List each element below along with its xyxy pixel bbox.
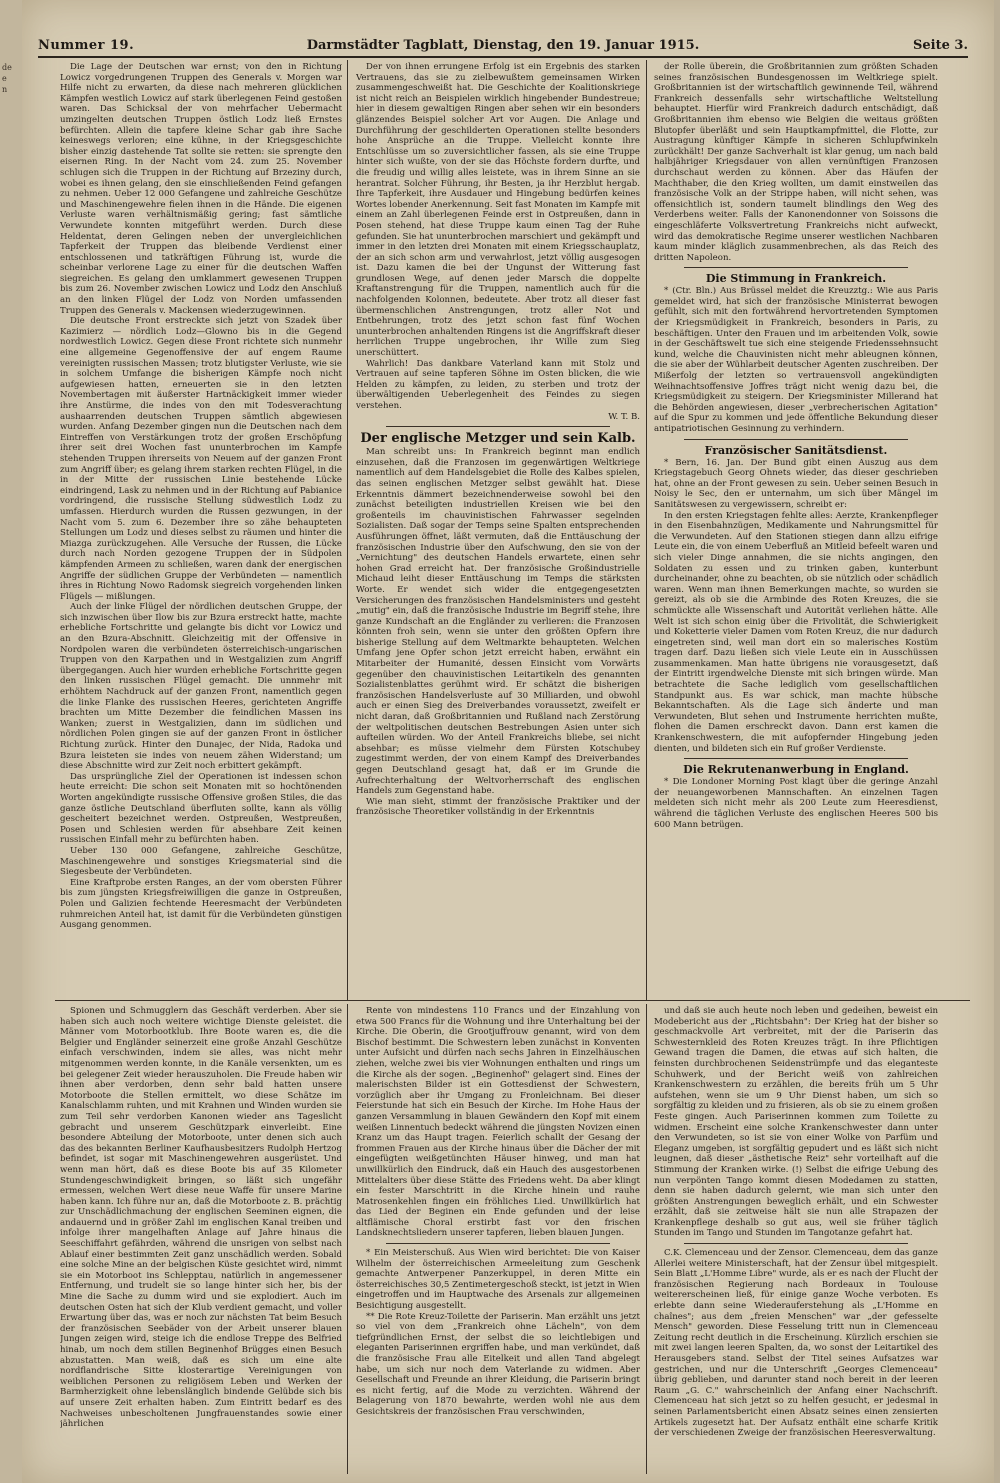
paragraph: Wahrlich! Das dankbare Vaterland kann mit Stolz und Vertrauen auf seine tapferen Söhne im Osten blicken, die wie Helden zu kämpfen, zu leiden, zu sterben und trotz der überwältigenden Ueberlegenheit des Feindes zu siegen verstehen. <box>356 358 640 411</box>
paragraph: C.K. Clemenceau und der Zensor. Clemenceau, dem das ganze Allerlei weitere Ministerschaft, hat der Zensur übel mitgespielt. Sein Blatt „L'Homme Libre" wurde, als er es nach der Flucht der französischen Regierung nach Bordeaux in Toulouse weitererscheinen ließ, für einige ganze Woche verboten. Es erlebte dann seine Wiederauferstehung als „L'Homme en chaînes"; aus dem „freien Menschen" war „der gefesselte Mensch" geworden. Diese Fesselung tritt nun in Clemenceau Zeitung recht deutlich in die Erscheinung. Kürzlich erschien sie mit zwei langen leeren Spalten, da, wo sonst der Leitartikel des Herausgebers stand. Selbst der Titel seines Aufsatzes war gestrichen, und nur die Unterschrift „Georges Clemenceau" übrig geblieben, und darunter stand noch bereit in der leeren Raum „G. C." wahrscheinlich der Anfang einer Nachschrift. Clemenceau hat sich jetzt so zu helfen gesucht, er jedesmal in seinen Parlamentsbericht einen Absatz seines einen zensierten Artikels zugesetzt hat. Der Aufsatz enthält eine scharfe Kritik der verschiedenen Zweige der französischen Heeresverwaltung. <box>654 1248 938 1439</box>
paragraph: und daß sie auch heute noch leben und gedeihen, beweist ein Modebericht aus der „Richtsbahn": Der Krieg hat der bisher so geschmackvolle Art verbreitet, mit der die Pariserin das Schwesternkleid des Roten Kreuzes trägt. In ihre Pflichtigen Gewand tragen die Damen, die etwas auf sich halten, die feinsten durchbrochenen Seidenstrümpfe und das eleganteste Schuhwerk, und der Bericht weiß von zahlreichen Krankenschwestern zu erzählen, die bereits früh um 5 Uhr aufstehen, wenn sie um 9 Uhr Dienst haben, um sich so sorgfältig zu kleiden und zu frisieren, als ob sie zu einem großen Feste gingen. Auch Pariserinnen kommen zum Toilette zu widmen. Erscheint eine solche Krankenschwester dann unter den Verwundeten, so ist sie von einer Wolke von Parfüm und Eleganz umgeben, ist sorgfältig gepudert und es läßt sich nicht leugnen, daß dieser „ästhetische Reiz" sehr vorteilhaft auf die Stimmung der Kranken wirke. (!) Selbst die eifrige Uebung des nun verpönten Tango kommt diesen Modedamen zu statten, denn sie haben dadurch gelernt, wie man sich unter den größten Anstrengungen beweglich erhält, und ein Schwester erzählt, daß sie zeitweise hält sie nun alle Strapazen der Krankenpflege deshalb so gut aus, weil sie früher täglich Stunden im Tango und Stunden im Tangotanze gefahrt hat. <box>654 1006 938 1239</box>
paragraph: Wie man sieht, stimmt der französische Praktiker und der französische Theoretiker vollständig in der Erkenntnis <box>356 796 640 818</box>
paragraph: * Ein Meisterschuß. Aus Wien wird berichtet: Die von Kaiser Wilhelm der österreichischen Armeeleitung zum Geschenk gemachte Antwerpener Panzerkuppel, in deren Mitte ein österreichisches 30,5 Zentimetergeschoß steckt, ist jetzt in Wien eingetroffen und im Hauptwache des Arsenals zur allgemeinen Besichtigung ausgestellt. <box>356 1248 640 1312</box>
paragraph: Das ursprüngliche Ziel der Operationen ist indessen schon heute erreicht: Die schon seit Monaten mit so hochtönenden Worten angekündigte russische Offensive großen Stiles, die das ganze östliche Deutschland überfluten sollte, kann als völlig gescheitert bezeichnet werden. Ostpreußen, Westpreußen, Posen und Schlesien werden für absehbare Zeit keinen russischen Einfall mehr zu befürchten haben. <box>60 771 342 846</box>
masthead <box>38 38 968 58</box>
section-rule <box>55 1000 970 1001</box>
page-number-label: Nummer 19. <box>38 38 135 53</box>
paragraph: * Bern, 16. Jan. Der Bund gibt einen Auszug aus dem Kriegstagebuch Georg Ohnets wieder, das dieser geschrieben hat, ohne an der Front gewesen zu sein. Ueber seinen Besuch in Noisy le Sec, den er unternahm, um sich über Mängel im Sanitätswesen zu vergewissern, schreibt er: <box>654 457 938 510</box>
column-rule <box>646 60 647 1000</box>
paragraph: Man schreibt uns: In Frankreich beginnt man endlich einzusehen, daß die Franzosen im gegenwärtigen Weltkriege namentlich auf dem Handelsgebiet die Rolle des Kalbes spielen, das seinen englischen Metzger selbst gewählt hat. Diese Erkenntnis dämmert bezeichnenderweise sowohl bei den zunächst beteiligten industriellen Kreisen wie bei den großenteils im chauvinistischen Fahrwasser segelnden Sozialisten. Daß sogar der Temps seine Spalten entsprechenden Ausführungen öffnet, läßt vermuten, daß die Enttäuschung der französischen Industrie über den Aufschwung, den sie von der „Vernichtung" des deutschen Handels erwartete, einen sehr hohen Grad erreicht hat. Der französische Großindustrielle Michaud leiht dieser Enttäuschung im Temps die stärksten Worte. Er wendet sich wider die entgegengesetzten Versicherungen des französischen Handelsministers und gesteht „mutig" ein, daß die französische Industrie im Begriff stehe, ihre ganze Kundschaft an die Engländer zu verlieren: die Franzosen könnten froh sein, wenn sie unter den größten Opfern ihre bisherige Stellung auf dem Weltmarkte behaupteten. Welchen Umfang jene Opfer schon jetzt erreicht haben, erwähnt ein Mitarbeiter der Humanité, dessen Einsicht vom Vorwärts gegenüber den chauvinistischen Leitartikeln des genannten Sozialistenblattes gerühmt wird. Er schätzt die bisherigen französischen Handelsverluste auf 30 Milliarden, und obwohl auch er einen Sieg des Dreiverbandes voraussetzt, zweifelt er nicht daran, daß Großbritannien und Rußland nach Zerstörung der weltpolitischen deutschen Bestrebungen Asien unter sich aufteilen würden. Wo der Anteil Frankreichs bliebe, sei nicht absehbar; es müsse vielmehr dem Fürsten Kotschubey zugestimmt werden, der von einem Kampf des Dreiverbandes gegen Deutschland gesagt hat, daß er im Grunde die Aufrechterhaltung der Weltvorherrschaft des englischen Handels zum Gegenstand habe. <box>356 447 640 797</box>
separator <box>386 1243 610 1244</box>
separator <box>684 758 908 759</box>
signature: W. T. B. <box>608 411 640 422</box>
paragraph: Spionen und Schmugglern das Geschäft verderben. Aber sie haben sich auch noch weitere wichtige Dienste geleistet. die Männer vom Motorbootklub. Ihre Boote waren es, die die Belgier und Engländer seinerzeit eine große Anzahl Geschütze einfach verschwinden, indem sie alles, was nicht mehr mitgenommen werden konnte, in die Kanäle versenkten, um es bei gelegener Zeit wieder herauszuholen. Die Freude haben wir ihnen aber verdorben, denn sehr bald hatten unsere Motorboote die Stellen ermittelt, wo diese Schätze im Kanalschlamm ruhten, und mit Krahnen und Winden wurden sie zum Teil sehr verdorben Kanonen wieder ans Tageslicht gebracht und unserem Geschützpark einverleibt. Eine besondere Abteilung der Motorboote, unter denen sich auch das des bekannten Berliner Kaufhausbesitzers Rudolph Hertzog befindet, ist sogar mit Maschinengewehren ausgerüstet. Und wenn man hört, daß es diese Boote bis auf 35 Kilometer Stundengeschwindigkeit bringen, so läßt sich ungefähr ermessen, welchen Wert diese neue Waffe für unsere Marine haben kann. Ich führe nur an, daß die Motorboote z. B. prächtig zur Unschädlichmachung der englischen Seeminen eignen, die andauernd und in größer Zahl im englischen Kanal treiben und infolge ihrer mangelhaften Anlage auf Jahre hinaus die Seeschiffahrt gefährden, während die unsrigen von selbst nach Ablauf einer bestimmten Zeit ganz unschädlich werden. Sobald eine solche Mine an der belgischen Küste gesichtet wird, nimmt sie ein Motorboot ins Schlepptau, natürlich in angemessener Entfernung, und trudelt sie so lange hinter sich her, bis der Mine die Sache zu dumm wird und sie explodiert. Auch im deutschen Osten hat sich der Klub verdient gemacht, und voller Erwartung über das, was er noch zur nächsten Tat beim Besuch der französischen Seebäder von der Arbeit unserer blauen Jungen zeigen wird, steige ich die endlose Treppe des Belfried hinab, um noch dem stillen Beginenhof Brügges einen Besuch abzustatten. Man weiß, daß es sich um eine alte nordflandrische Sitte klosterartige Vereinigungen von weiblichen Personen zu religiösem Leben und Werken der Barmherzigkeit ohne lebenslänglich bindende Gelübde sich bis auf unsere Zeit erhalten haben. Zum Eintritt bedarf es des Nachweises unbescholtenen Jungfrauenstandes sowie einer jährlichen <box>60 1006 342 1430</box>
page-label: Seite 3. <box>913 38 968 53</box>
paragraph: der Rolle überein, die Großbritannien zum größten Schaden seines französischen Bundesgenossen im Weltkriege spielt. Großbritannien ist der wirtschaftlich gewinnende Teil, während Frankreich dessenfalls sehr wirtschaftliche Weltstellung behauptet. Hierfür wird Frankreich dadurch entschädigt, daß Großbritannien ihm ebenso wie Belgien die weitaus größten Blutopfer überläßt und sein Hauptkampfmittel, die Flotte, zur Austragung künftiger Kämpfe in sicheren Schlupfwinkeln zurückhält! Der ganze Sachverhalt ist klar genug, um nach bald halbjähriger Kriegsdauer von allen vernünftigen Franzosen durchschaut werden zu können. Aber das Häufen der Machthaber, die den Krieg wollten, um damit einstweilen das französische Volk an der Strippe haben, will nicht sehen, was offensichtlich ist, sondern taumelt blindlings den Weg des Verderbens weiter. Falls der Kanonendonner von Soissons die eingeschläferte Volksvertretung Frankreichs nicht aufweckt, wird das demokratische Regime unserer westlichen Nachbaren kaum minder kläglich zusammenbrechen, als das Reich des dritten Napoleon. <box>654 62 938 263</box>
article-heading: Die Stimmung in Frankreich. <box>705 272 887 286</box>
separator <box>386 426 610 427</box>
column-rule <box>646 1004 647 1474</box>
paragraph: Die deutsche Front erstreckte sich jetzt von Szadek über Kazimierz — nördlich Lodz—Glowno bis in die Gegend nordwestlich Lowicz. Gegen diese Front richtete sich nunmehr eine allgemeine Gegenoffensive der auf engem Raume vereinigten russischen Massen; trotz blutigster Verluste, wie sie in solchem Umfange die bisherigen Kämpfe noch nicht aufgewiesen hatten, erneuerten sie in den letzten Novembertagen mit äußerster Hartnäckigkeit immer wieder ihre Anstürme, die indes von den mit Todesverachtung aushaarrenden deutschen Truppen sämtlich abgewiesen wurden. Anfang Dezember gingen nun die Deutschen nach dem Eintreffen von Verstärkungen trotz der großen Erschöpfung ihrer seit drei Wochen fast ununterbrochen im Kampfe stehenden Truppen ihrerseits von Neuem auf der ganzen Front zum Angriff über; es gelang ihrem starken rechten Flügel, in die in der Mitte der russischen Linie bestehende Lücke eindringend, Lask zu nehmen und in der Richtung auf Pabianice vordringend, die russische Stellung südwestlich Lodz zu umfassen. Hierdurch wurden die Russen gezwungen, in der Nacht vom 5. zum 6. Dezember ihre so zähe behaupteten Stellungen um Lodz und dieses selbst zu räumen und hinter die Miazga zurückzugehen. Alle Versuche der Russen, die Lücke durch nach Norden gezogene Truppen der in Südpolen kämpfenden Armeen zu schließen, waren dank der energischen Angriffe der südlichen Gruppe der Verbündeten — namentlich ihres in Richtung Nowo Radomsk siegreich vorgehenden linken Flügels — mißlungen. <box>60 316 342 602</box>
masthead-title: Darmstädter Tagblatt, Dienstag, den 19. Januar 1915. <box>306 38 700 53</box>
adjacent-page-strip <box>0 0 23 1483</box>
article-heading: Der englische Metzger und sein Kalb. <box>360 431 636 447</box>
separator <box>684 1243 908 1244</box>
paragraph: * Die Londoner Morning Post klagt über die geringe Anzahl der neuangeworbenen Mannschaften. An einzelnen Tagen meldeten sich nicht mehr als 200 Leute zum Heeresdienst, während die täglichen Verluste des englischen Heeres 500 bis 600 Mann betrügen. <box>654 777 938 830</box>
article-column-1 <box>60 62 342 996</box>
column-rule <box>347 60 348 1000</box>
paragraph: ** Die Rote Kreuz-Toilette der Pariserin. Man erzählt uns jetzt so viel von dem „Frankreich ohne Lächeln", von dem tiefgründlichen Ernst, der selbst die so leichtlebigen und eleganten Pariserinnen ergriffen habe, und man verkündet, daß die französische Frau alle Eitelkeit und allen Tand abgelegt habe, um sich nur noch dem Vaterlande zu widmen. Aber Gesellschaft und Freunde an ihrer Kleidung, die Pariserin bringt es nicht fertig, auf die Mode zu verzichten. Während der Belagerung von 1870 bewahrte, werden wohl nie aus dem Gesichtskreis der französischen Frau verschwinden, <box>356 1311 640 1417</box>
paragraph: Eine Kraftprobe ersten Ranges, an der vom obersten Führer bis zum jüngsten Kriegsfreiwilligen die ganze in Ostpreußen, Polen und Galizien fechtende Heeresmacht der Verbündeten ruhmreichen Anteil hat, ist damit für die Verbündeten günstigen Ausgang genommen. <box>60 877 342 931</box>
paragraph: Die Lage der Deutschen war ernst; von den in Richtung Lowicz vorgedrungenen Truppen des Generals v. Morgen war Hilfe nicht zu erwarten, da diese nach mehreren glücklichen Kämpfen westlich Lowicz auf stark überlegenen Feind gestoßen waren. Das Schicksal der von mehrfacher Uebermacht umzingelten deutschen Truppen östlich Lodz ließ Ernstes befürchten. Allein die tapfere kleine Schar gab ihre Sache keineswegs verloren; eine kühne, in der Kriegsgeschichte bisher einzig dastehende Tat sollte sie retten: sie sprengte den eisernen Ring. In der Nacht vom 24. zum 25. November schlugen sich die Truppen in der Richtung auf Brzeziny durch, wobei es ihnen gelang, den sie einschließenden Feind gefangen zu nehmen. Ueber 12 000 Gefangene und zahlreiche Geschütze und Maschinengewehre fielen ihnen in die Hände. Die eigenen Verluste waren verhältnismäßig gering; fast sämtliche Verwundete konnten mitgeführt werden. Durch diese Heldentat, deren Gelingen neben der unvergleichlichen Tapferkeit der Truppen das bleibende Verdienst einer entschlossenen und tatkräftigen Führung ist, wurde die scheinbar verlorene Lage zu einer für die deutschen Waffen siegreichen. Es gelang den umklammert gewesenen Truppen bis zum 26. November zwischen Lowicz und Lodz den Anschluß an den linken Flügel der Lodz von Norden umfassenden Truppen des Generals v. Mackensen wiederzugewinnen. <box>60 62 342 316</box>
article-column-2 <box>356 62 640 996</box>
separator <box>684 267 908 268</box>
paragraph: * (Ctr. Bln.) Aus Brüssel meldet die Kreuzztg.: Wie aus Paris gemeldet wird, hat sich der französische Ministerrat bewogen gefühlt, sich mit den fortwährend hervortretenden Symptomen der Kriegsmüdigkeit in Frankreich, besonders in Paris, zu beschäftigen. Unter den Frauen und im arbeitenden Volk, sowie in der Geschäftswelt tue sich eine steigende Friedenssehnsucht kund, welche die Chauvinisten nicht mehr ableugnen können, die sie aber der Wühlarbeit deutscher Agenten zuschreiben. Der Mißerfolg der letzten so vertrauensvoll angekündigten Weihnachtsoffensive Joffres trägt nicht wenig dazu bei, die Kriegsmüdigkeit zu steigern. Der Kriegsminister Millerand hat die Behörden angewiesen, dieser „verbrecherischen Agitation" auf die Spur zu kommen und jede öffentliche Bekundung dieser antipatriotischen Gesinnung zu verhindern. <box>654 286 938 434</box>
paragraph: In den ersten Kriegstagen fehlte alles: Aerzte, Krankenpfleger in den Eisenbahnzügen, Medikamente und Nahrungsmittel für die Verwundeten. Auf den Stationen stiegen dann allzu eifrige Leute ein, die von einem Ueberfluß an Mitleid befeelt waren und sich vieler Dinge annahmen, die sie nichts angingen, den Soldaten zu essen und zu trinken gaben, kunterbunt durcheinander, ohne zu beachten, ob sie nützlich oder schädlich waren. Wenn man ihnen Bemerkungen machte, so wurden sie gereizt, als ob sie die Armbinde des Roten Kreuzes, die sie schmückte alle Wissenschaft und Autorität verliehen hätte. Alle Welt ist sich schon einig über die Frivolität, die Schwierigkeit und Koketterie vieler Damen vom Roten Kreuz, die nur dadurch eingetreten sind, weil man dort ein so malerisches Kostüm tragen darf. Dazu ließen sich viele Leute ein in Ausschüssen zusammenkamen. Man hatte übrigens nie vorausgesetzt, daß der Eintritt irgendwelche Dienste mit sich bringen würde. Man betrachtete die Sache lediglich vom gesellschaftlichen Standpunkt aus. Es war schick, man machte hübsche Bekanntschaften. Als die Lage sich änderte und man Verwundeten, Blut sehen und Instrumente herrichten mußte, flohen die Damen erschreckt davon. Dann erst kamen die Krankenschwestern, die mit aufopfernder Hingebung jeden dienten, und bildeten sich ein Ruf großer Verdienste. <box>654 510 938 754</box>
feuilleton-column-2 <box>356 1006 640 1476</box>
column-rule <box>347 1004 348 1474</box>
article-column-3 <box>654 62 938 996</box>
strip-text: de <box>2 63 12 72</box>
article-heading: Die Rekrutenanwerbung in England. <box>683 763 909 777</box>
article-heading: Französischer Sanitätsdienst. <box>704 443 888 457</box>
paragraph: Der von ihnen errungene Erfolg ist ein Ergebnis des starken Vertrauens, das sie zu zielbewußtem gemeinsamen Wirken zusammengeschweißt hat. Die Geschichte der Koalitionskriege ist nicht reich an Beispielen wirklich hingebender Bundestreue; hier in diesem gewaltigen Ringen aber sehen wir ein besonders glänzendes Beispiel solcher Art vor Augen. Die Anlage und Durchführung der geschilderten Operationen stellte besonders hohe Ansprüche an die Truppe. Vielleicht konnte ihre Entschlüsse um so zuversichtlicher fassen, als sie eine Truppe hinter sich wußte, von der sie das Höchste fordern durfte, und die freudig und willig alles leistete, was in ihrem Sinne an sie herantrat. Solcher Führung, ihr Besten, ja ihr Herzblut hergab. Ihre Tapferkeit, ihre Ausdauer und Hingebung bedürfen keines Wortes lobender Anerkennung. Seit fast Monaten im Kampfe mit einem an Zahl überlegenen Feinde erst in Ostpreußen, dann in Posen stehend, hat diese Truppe kaum einen Tag der Ruhe gefunden. Sie hat ununterbrochen marschiert und gekämpft und immer in den letzten drei Monaten mit einem Kriegsschauplatz, der an sich schon arm und verwahrlost, jetzt völlig ausgesogen ist. Dazu kamen die bei der Ungunst der Witterung fast grundlosen Wege, auf denen jeder Marsch die doppelte Kraftanstrengung für die Truppen, namentlich auch für die nachfolgenden Kolonnen, bedeutete. Aber trotz all dieser fast übermenschlichen Anstrengungen, trotz aller Not und Entbehrungen, trotz des jetzt schon fast fünf Wochen ununterbrochen anhaltenden Ringens ist die Angriffskraft dieser herrlichen Truppe ungebrochen, ihr Wille zum Sieg unerschüttert. <box>356 62 640 359</box>
separator <box>684 439 908 440</box>
strip-text: n <box>2 85 8 94</box>
feuilleton-column-3 <box>654 1006 938 1476</box>
feuilleton-column-1 <box>60 1006 342 1476</box>
strip-text: e <box>2 74 7 83</box>
paragraph: Ueber 130 000 Gefangene, zahlreiche Geschütze, Maschinengewehre und sonstiges Kriegsmaterial sind die Siegesbeute der Verbündeten. <box>60 845 342 878</box>
paragraph: Auch der linke Flügel der nördlichen deutschen Gruppe, der sich inzwischen über Ilow bis zur Bzura erstreckt hatte, machte erhebliche Fortschritte und gelangte bis dicht vor Lowicz und an den Bzura-Abschnitt. Gleichzeitig mit der Offensive in Nordpolen waren die verbündeten österreichisch-ungarischen Truppen von den Karpathen und in Westgalizien zum Angriff übergegangen. Auch hier wurden erhebliche Fortschritte gegen den linken russischen Flügel gemacht. Die unnmehr mit erhöhtem Nachdruck auf der ganzen Front, namentlich gegen die linke Flanke des russischen Heeres, gerichteten Angriffe brachten um Mitte Dezember die feindlichen Massen ins Wanken; zuerst in Westgalizien, dann im südlichen und nördlichen Polen gingen sie auf der ganzen Front in östlicher Richtung zurück. Hinter den Dunajec, der Nida, Radoka und Bzura leisteten sie indes von neuem zähen Widerstand; um diese Abschnitte wird zur Zeit noch erbittert gekämpft. <box>60 602 342 772</box>
paragraph: Rente von mindestens 110 Francs und der Einzahlung von etwa 500 Francs für die Wohnung und ihre Unterhaltung bei der Kirche. Die Oberin, die Grootjuffrouw genannt, wird von dem Bischof bestimmt. Die Schwestern leben zunächst in Konventen unter Aufsicht und dürfen nach sechs Jahren in Einzelhäuschen ziehen, welche zwei bis vier Wohnungen enthalten und rings um die Kirche als der sogen. „Beginenhof" gelagert sind. Eines der malerischsten Bilder ist ein Gottesdienst der Schwestern, vorzüglich aber ihr Umgang zu Fronleichnam. Bei dieser Feierstunde hat sich ein Besuch der Kirche. Im Hohe Haus der ganzen Versammlung in blauen Gewändern den Kopf mit einem weißen Linnentuch bedeckt während die jüngsten Novizen einen Kranz um das Haupt tragen. Feierlich schallt der Gesang der frommen Frauen aus der Kirche hinaus über die Dächer der mit eingefügten weißgetünchten Häuser hinweg, und man hat unwillkürlich den Eindruck, daß ein Hauch des ausgestorbenen Mittelalters über diese Stätte des Friedens weht. Da aber klingt ein fester Marschtritt in die Kirche hinein und rauhe Matrosenkehlen fingen ein fröhliches Lied. Unwillkürlich hat das Lied der Beginen ein Ende gefunden und der leise altflämische Choral erstirbt fast vor den frischen Landsknechtsliedern unserer tapferen, lieben blauen Jungen. <box>356 1006 640 1239</box>
